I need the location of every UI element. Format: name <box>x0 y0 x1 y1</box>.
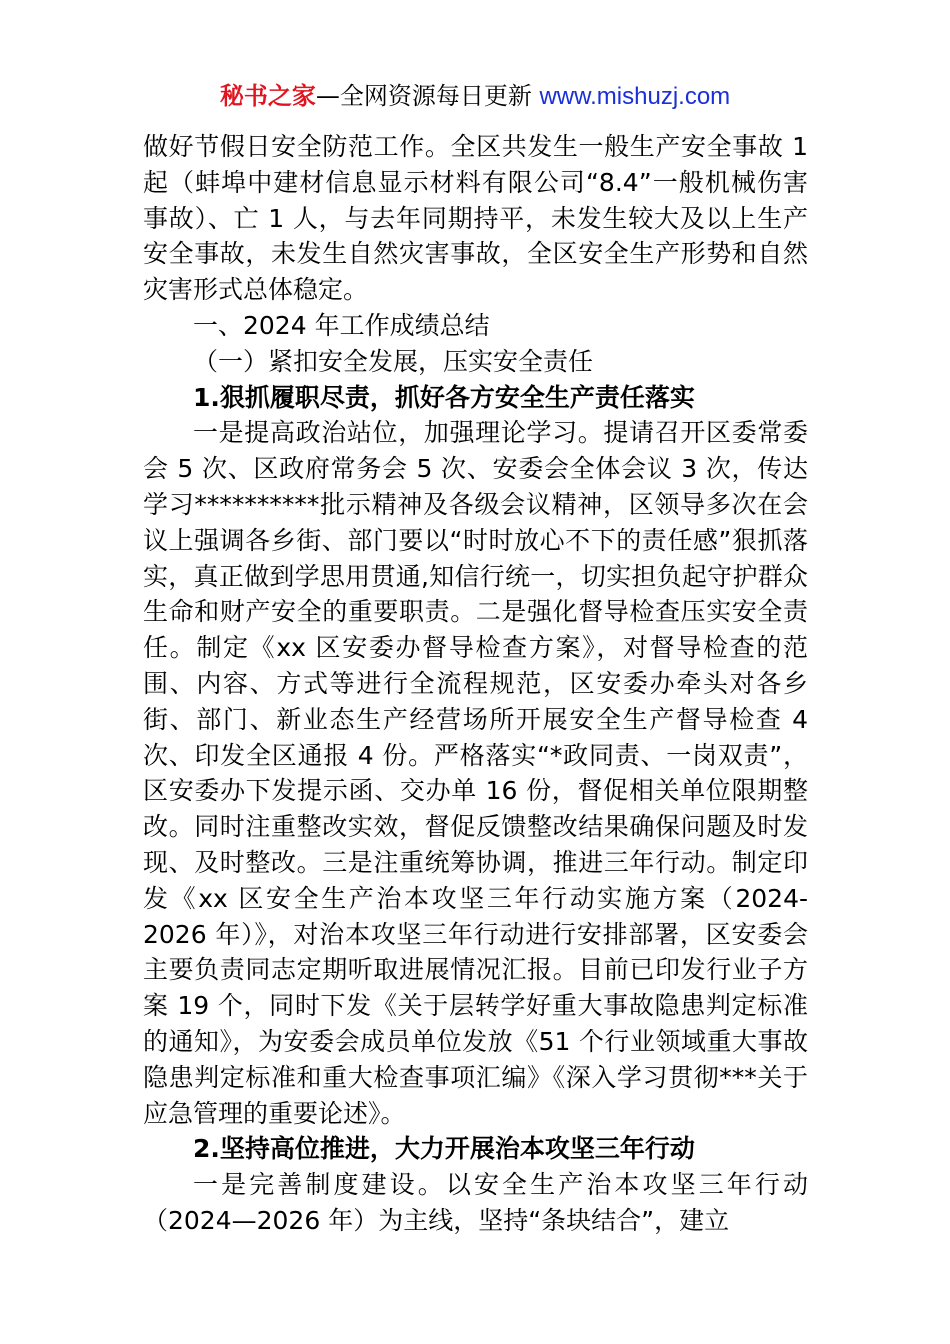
paragraph-intro: 做好节假日安全防范工作。全区共发生一般生产安全事故 1 起（蚌埠中建材信息显示材料有限公司“8.4”一般机械伤害事故）、亡 1 人，与去年同期持平，未发生较大及以上生产安全事故，未发生自然灾害事故，全区安全生产形势和自然灾害形式总体稳定。 <box>143 132 808 305</box>
header-tagline: —全网资源每日更新 <box>315 82 540 110</box>
subsection-heading-2: 2.坚持高位推进，大力开展治本攻坚三年行动 <box>193 1134 695 1164</box>
subsection-heading-1: 1.狠抓履职尽责，抓好各方安全生产责任落实 <box>193 382 695 412</box>
brand-name: 秘书之家 <box>219 82 316 110</box>
document-body <box>143 129 808 1239</box>
site-header <box>0 78 950 115</box>
site-url-link[interactable]: www.mishuzj.com <box>539 83 731 110</box>
section-heading-1: 一、2024 年工作成绩总结 <box>193 310 490 340</box>
section-heading-2: （一）紧扣安全发展，压实安全责任 <box>193 346 594 376</box>
paragraph-body-1: 一是提高政治站位，加强理论学习。提请召开区委常委会 5 次、区政府常务会 5 次、安委会全体会议 3 次，传达学习**********批示精神及各级会议精神，区领导多次在会议上强调各乡街、部门要以“时时放心不下的责任感”狠抓落实，真正做到学思用贯通,知信行统一，切实担负起守护群众生命和财产安全的重要职责。二是强化督导检查压实安全责任。制定《xx 区安委办督导检查方案》，对督导检查的范围、内容、方式等进行全流程规范，区安委办牵头对各乡街、部门、新业态生产经营场所开展安全生产督导检查 4 次、印发全区通报 4 份。严格落实“*政同责、一岗双责”，区安委办下发提示函、交办单 16 份，督促相关单位限期整改。同时注重整改实效，督促反馈整改结果确保问题及时发现、及时整改。三是注重统筹协调，推进三年行动。制定印发《xx 区安全生产治本攻坚三年行动实施方案（2024-2026 年）》，对治本攻坚三年行动进行安排部署，区安委会主要负责同志定期听取进展情况汇报。目前已印发行业子方案 19 个，同时下发《关于层转学好重大事故隐患判定标准的通知》，为安委会成员单位发放《51 个行业领域重大事故隐患判定标准和重大检查事项汇编》《深入学习贯彻***关于应急管理的重要论述》。 <box>143 418 808 1128</box>
paragraph-body-2: 一是完善制度建设。以安全生产治本攻坚三年行动（2024—2026 年）为主线，坚持“条块结合”，建立 <box>143 1170 808 1235</box>
